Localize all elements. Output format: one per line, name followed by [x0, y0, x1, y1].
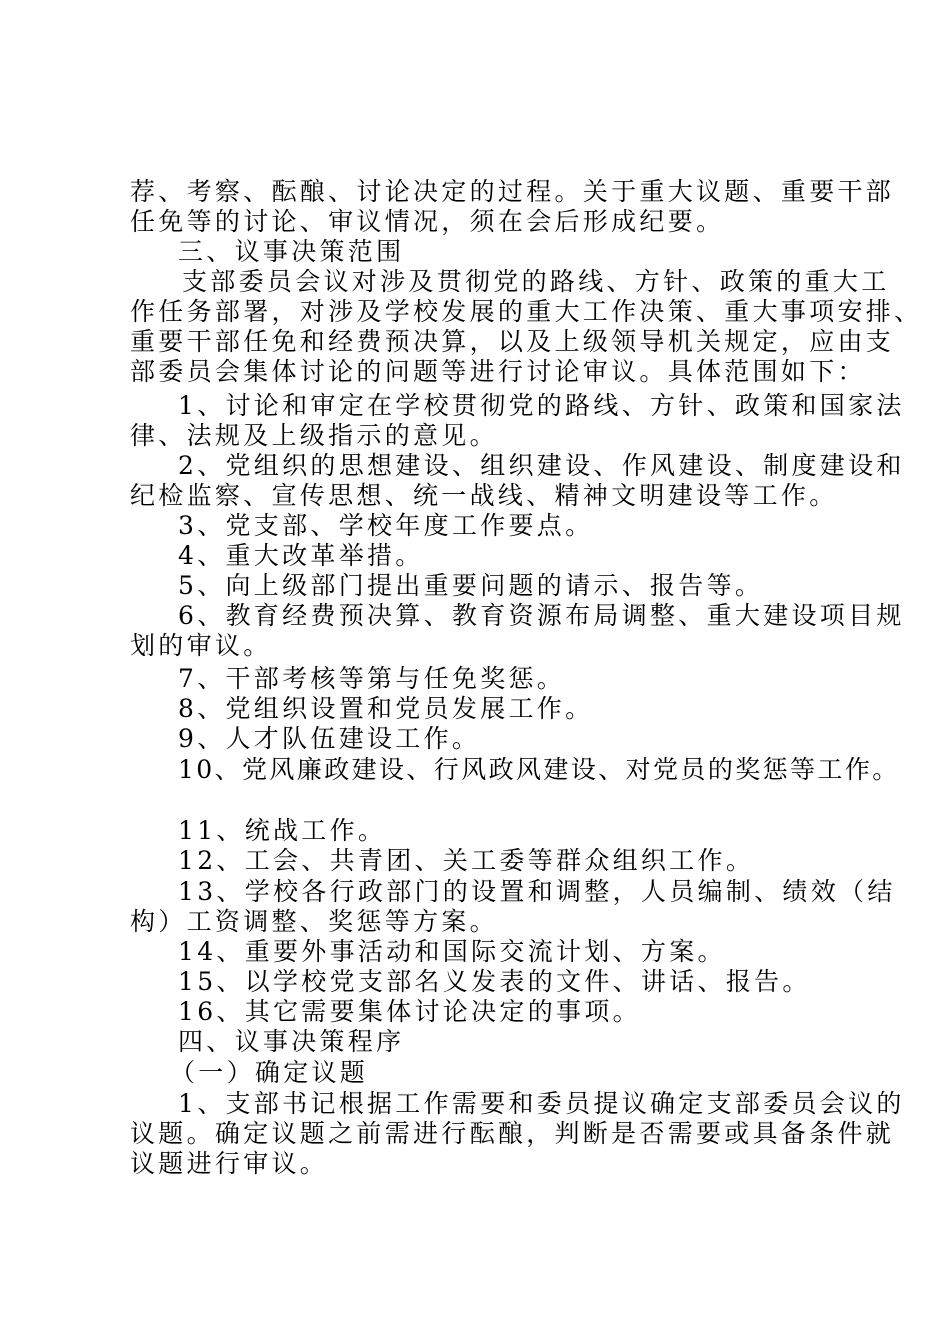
list-item: 14、重要外事活动和国际交流计划、方案。 — [178, 937, 726, 966]
text-line: 任免等的讨论、审议情况，须在会后形成纪要。 — [130, 207, 725, 236]
list-item: 13、学校各行政部门的设置和调整，人员编制、绩效（结 — [178, 877, 896, 906]
list-item: 15、以学校党支部名义发表的文件、讲话、报告。 — [178, 967, 811, 996]
text-line: 荐、考察、酝酿、讨论决定的过程。关于重大议题、重要干部 — [130, 177, 895, 206]
list-item: 10、党风廉政建设、行风政风建设、对党员的奖惩等工作。 — [178, 755, 900, 784]
text-line: 议题进行审议。 — [130, 1149, 329, 1178]
list-item: 5、向上级部门提出重要问题的请示、报告等。 — [178, 571, 764, 600]
list-item: 11、统战工作。 — [178, 816, 387, 845]
text-line: 作任务部署，对涉及学校发展的重大工作决策、重大事项安排、 — [130, 297, 923, 326]
list-item: 1、支部书记根据工作需要和委员提议确定支部委员会议的 — [178, 1089, 905, 1118]
text-line: 划的审议。 — [130, 631, 272, 660]
text-line: 议题。确定议题之前需进行酝酿，判断是否需要或具备条件就 — [130, 1119, 895, 1148]
list-item: 12、工会、共青团、关工委等群众组织工作。 — [178, 846, 755, 875]
list-item: 7、干部考核等第与任免奖惩。 — [178, 664, 566, 693]
section-heading: 三、议事决策范围 — [178, 237, 405, 266]
list-item: 9、人才队伍建设工作。 — [178, 724, 481, 753]
text-line: 部委员会集体讨论的问题等进行讨论审议。具体范围如下： — [130, 357, 866, 386]
list-item: 3、党支部、学校年度工作要点。 — [178, 511, 594, 540]
text-line: 重要干部任免和经费预决算，以及上级领导机关规定，应由支 — [130, 327, 895, 356]
list-item: 16、其它需要集体讨论决定的事项。 — [178, 997, 641, 1026]
list-item: 1、讨论和审定在学校贯彻党的路线、方针、政策和国家法 — [178, 391, 905, 420]
text-line: 纪检监察、宣传思想、统一战线、精神文明建设等工作。 — [130, 481, 838, 510]
text-line: 律、法规及上级指示的意见。 — [130, 421, 498, 450]
list-item: 4、重大改革举措。 — [178, 541, 424, 570]
text-line: 支部委员会议对涉及贯彻党的路线、方针、政策的重大工 — [182, 267, 890, 296]
subsection-heading: （一）确定议题 — [170, 1058, 369, 1087]
list-item: 8、党组织设置和党员发展工作。 — [178, 694, 594, 723]
list-item: 2、党组织的思想建设、组织建设、作风建设、制度建设和 — [178, 451, 905, 480]
section-heading: 四、议事决策程序 — [178, 1027, 405, 1056]
text-line: 构）工资调整、奖惩等方案。 — [130, 907, 498, 936]
list-item: 6、教育经费预决算、教育资源布局调整、重大建设项目规 — [178, 601, 905, 630]
